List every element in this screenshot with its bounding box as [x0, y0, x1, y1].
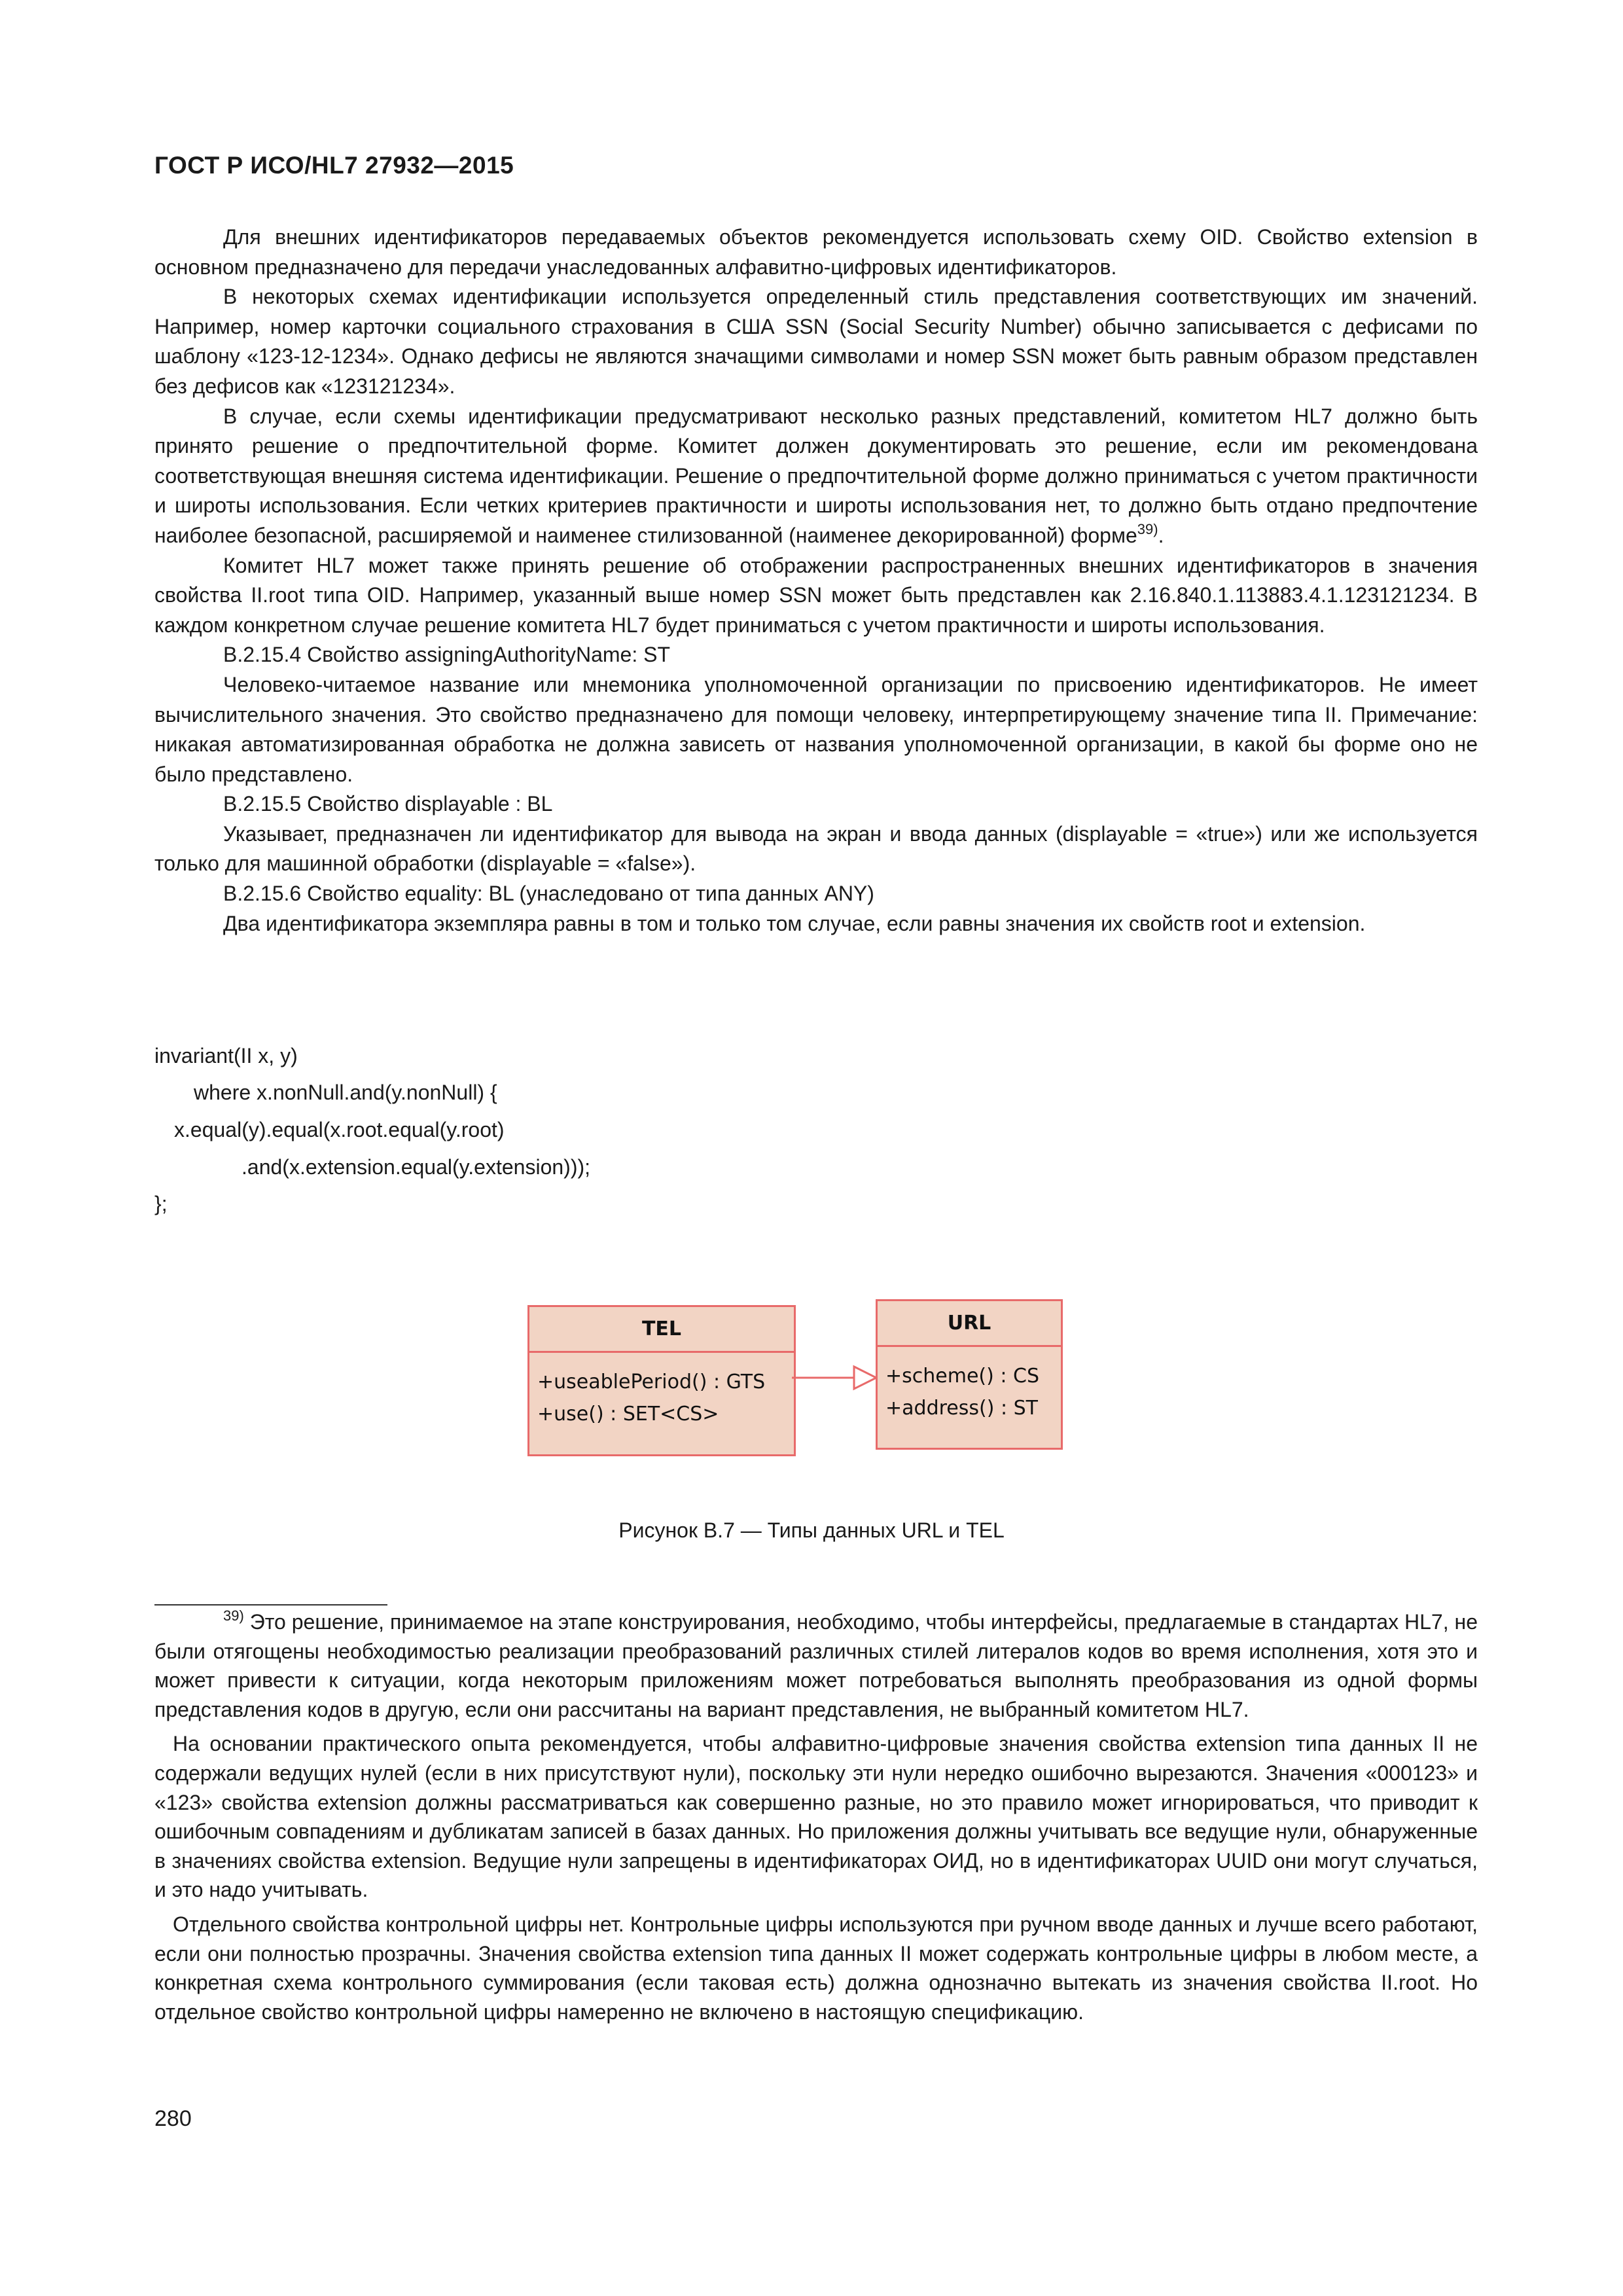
class-attribute: +scheme() : CS: [885, 1365, 1039, 1388]
generalization-arrow: [789, 1352, 881, 1404]
uml-diagram: [527, 1299, 1071, 1469]
paragraph: Указывает, предназначен ли идентификатор для вывода на экран и ввода данных (displayable = «true») или же используется только для машинной обработки (displayable = «false»).: [154, 821, 1478, 876]
footnote: [154, 1607, 1478, 2026]
tel-class-title: TEL: [641, 1318, 682, 1340]
footnote-paragraph: [154, 1607, 1478, 1724]
code-line: where x.nonNull.and(y.nonNull) {: [194, 1081, 497, 1104]
section-heading: В.2.15.4 Свойство assigningAuthorityName: ST: [223, 643, 671, 667]
section-heading: В.2.15.5 Свойство displayable : BL: [223, 792, 553, 816]
code-line: x.equal(y).equal(x.root.equal(y.root): [174, 1118, 505, 1141]
class-divider: [878, 1345, 1061, 1347]
footnote-paragraph: На основании практического опыта рекомендуется, чтобы алфавитно-цифровые значения свойства extension типа данных II не содержали ведущих нулей (если в них присутствуют нули), поскольку эти нули нередко ошибочно вырезаются. Значения «000123» и «123» свойства extension должны рассматриваться как совершенно разные, но это правило может игнорироваться, что приводит к ошибочным совпадениям и дубликатам записей в базах данных. Но приложения должны учитывать все ведущие нули, обнаруженные в значениях свойства extension. Ведущие нули запрещены в идентификаторах ОИД, но в идентификаторах UUID они могут случаться, и это надо учитывать.: [154, 1732, 1478, 1902]
paragraph-end: .: [1158, 523, 1164, 547]
footnote-marker: 39): [223, 1607, 244, 1624]
class-attribute: +address() : ST: [885, 1397, 1038, 1420]
class-divider: [529, 1351, 794, 1353]
tel-class-box: [527, 1305, 796, 1456]
document-header: ГОСТ Р ИСО/HL7 27932—2015: [154, 152, 514, 179]
paragraph-with-footnote: [154, 402, 1478, 551]
footnote-separator: [154, 1604, 387, 1605]
body-text: [154, 223, 1478, 939]
url-class-box: [876, 1299, 1063, 1450]
paragraph: Комитет HL7 может также принять решение об отображении распространенных внешних идентификаторов в значения свойства II.root типа OID. Например, указанный выше номер SSN может быть представлен как 2.16.840.1.113883.4.1.123121234. В каждом конкретном случае решение комитета HL7 будет приниматься с учетом практичности и широты использования.: [154, 553, 1478, 637]
page-number: 280: [154, 2106, 192, 2131]
code-line: };: [154, 1192, 168, 1215]
class-attribute: +use() : SET<CS>: [537, 1403, 719, 1426]
section-heading: В.2.15.6 Свойство equality: BL (унаследовано от типа данных ANY): [223, 882, 874, 906]
code-line: invariant(II x, y): [154, 1044, 298, 1067]
url-class-title: URL: [947, 1312, 991, 1335]
paragraph: В некоторых схемах идентификации используется определенный стиль представления соответствующих им значений. Например, номер карточки социального страхования в США SSN (Social Security Number) обычно записывается с дефисами по шаблону «123-12-1234». Однако дефисы не являются значащими символами и номер SSN может быть равным образом представлен без дефисов как «123121234».: [154, 285, 1478, 398]
figure-caption: Рисунок В.7 — Типы данных URL и TEL: [618, 1518, 1005, 1542]
footnote-paragraph: Отдельного свойства контрольной цифры нет. Контрольные цифры используются при ручном вводе данных и лучше всего работают, если они полностью прозрачны. Значения свойства extension типа данных II может содержать контрольные цифры в любом месте, а конкретная схема контрольного суммирования (если таковая есть) должна однозначно вытекать из значения свойства II.root. Но отдельное свойство контрольной цифры намеренно не включено в настоящую спецификацию.: [154, 1912, 1478, 2024]
paragraph: Для внешних идентификаторов передаваемых объектов рекомендуется использовать схему OID. Свойство extension в основном предназначено для передачи унаследованных алфавитно-цифровых идентификаторов.: [154, 225, 1478, 279]
code-line: .and(x.extension.equal(y.extension)));: [241, 1155, 591, 1179]
footnote-text: Это решение, принимаемое на этапе конструирования, необходимо, чтобы интерфейсы, предлагаемые в стандартах HL7, не были отягощены необходимостью реализации преобразований различных стилей литералов кодов во время исполнения, хотя это и может привести к ситуации, когда некоторым приложениям может потребоваться выполнять преобразования из одной формы представления кодов в другую, если они рассчитаны на вариант представления, не выбранный комитетом HL7.: [154, 1610, 1478, 1721]
paragraph: Человеко-читаемое название или мнемоника уполномоченной организации по присвоению идентификаторов. Не имеет вычислительного значения. Это свойство предназначено для помощи человеку, интерпретирующему значение типа II. Примечание: никакая автоматизированная обработка не должна зависеть от названия уполномоченной организации, в какой бы форме оно не было представлено.: [154, 672, 1478, 786]
paragraph-text: В случае, если схемы идентификации предусматривают несколько разных представлений, комитетом HL7 должно быть принято решение о предпочтительной форме. Комитет должен документировать это решение, если им рекомендована соответствующая внешняя система идентификации. Решение о предпочтительной форме должно приниматься с учетом практичности и широты использования. Если четких критериев практичности и широты использования нет, то должно быть отдано предпочтение наиболее безопасной, расширяемой и наименее стилизованной (наименее декорированной) форме: [154, 404, 1478, 547]
class-attribute: +useablePeriod() : GTS: [537, 1371, 766, 1393]
paragraph: Два идентификатора экземпляра равны в том и только том случае, если равны значения их свойств root и extension.: [223, 911, 1366, 935]
footnote-reference[interactable]: 39): [1137, 520, 1158, 537]
